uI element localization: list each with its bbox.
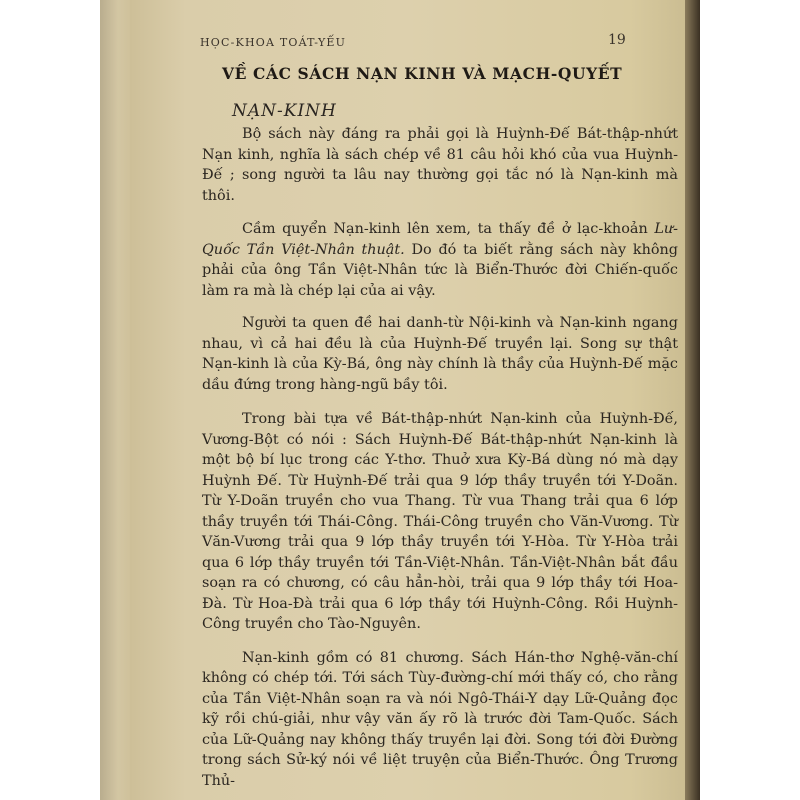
chapter-title: VỀ CÁC SÁCH NẠN KINH VÀ MẠCH-QUYẾT <box>222 64 623 83</box>
paragraph-2-italic: Lư-Quốc Tần Việt-Nhân thuật. <box>202 221 678 258</box>
book-page <box>130 0 685 800</box>
paragraph-5: Nạn-kinh gồm có 81 chương. Sách Hán-thơ Nghệ-văn-chí không có chép tới. Tới sách Tùy-đường-chí mới thấy có, cho rằng của Tần Việt-Nhân soạn ra và nói Ngô-Thái-Y dạy Lữ-Quảng đọc kỹ rồi chú-giải, như vậy văn ấy rõ là trước đời Tam-Quốc. Sách của Lữ-Quảng nay không thấy truyền lại đời. Song tới đời Đường trong sách Sử-ký nói về liệt truyện của Biển-Thước. Ông Trương Thủ- <box>202 649 678 789</box>
paragraph-2-text-a: Cầm quyển Nạn-kinh lên xem, ta thấy đề ở lạc-khoản <box>242 221 655 237</box>
running-head: HỌC-KHOA TOÁT-YẾU <box>200 36 347 49</box>
section-heading: NẠN-KINH <box>232 101 337 121</box>
previous-page-edge <box>100 0 130 800</box>
paragraph-1: Bộ sách này đáng ra phải gọi là Huỳnh-Đế Bát-thập-nhứt Nạn kinh, nghĩa là sách chép về 81 câu hỏi khó của vua Huỳnh-Đế ; song người ta lâu nay thường gọi tắc nó là Nạn-kinh mà thôi. <box>202 126 678 204</box>
paragraph-3: Người ta quen đề hai danh-từ Nội-kinh và Nạn-kinh ngang nhau, vì cả hai đều là của Huỳnh-Đế truyền lại. Song sự thật Nạn-kinh là của Kỳ-Bá, ông này chính là thầy của Huỳnh-Đế mặc dầu đứng trong hàng-ngũ bầy tôi. <box>202 315 678 393</box>
paragraph-2-text-b: Do đó ta biết rằng sách này không phải của ông Tần Việt-Nhân tức là Biển-Thước đời Chiến-quốc làm ra mà là chép lại của ai vậy. <box>202 241 678 299</box>
paragraph-2 <box>202 219 678 301</box>
body-text <box>202 124 678 791</box>
paragraph-4: Trong bài tựa về Bát-thập-nhứt Nạn-kinh của Huỳnh-Đế, Vương-Bột có nói : Sách Huỳnh-Đế Bát-thập-nhứt Nạn-kinh là một bộ bí lục trong các Y-thơ. Thuở xưa Kỳ-Bá dùng nó mà dạy Huỳnh Đế. Từ Huỳnh-Đế trải qua 9 lớp thầy truyền tới Y-Doãn. Từ Y-Doãn truyền cho vua Thang. Từ vua Thang trải qua 6 lớp thầy truyền tới Thái-Công. Thái-Công truyền cho Văn-Vương. Từ Văn-Vương trải qua 9 lớp thầy truyền tới Y-Hòa. Từ Y-Hòa trải qua 6 lớp thầy truyền tới Tần-Việt-Nhân. Tần-Việt-Nhân bắt đầu soạn ra có chương, có câu hẳn-hòi, trải qua 9 lớp thầy tới Hoa-Đà. Từ Hoa-Đà trải qua 6 lớp thầy tới Huỳnh-Công. Rồi Huỳnh-Công truyền cho Tào-Nguyên. <box>202 411 678 632</box>
page-binding-edge <box>685 0 700 800</box>
page-number: 19 <box>608 32 626 48</box>
spine-background <box>0 0 100 800</box>
right-background <box>700 0 800 800</box>
